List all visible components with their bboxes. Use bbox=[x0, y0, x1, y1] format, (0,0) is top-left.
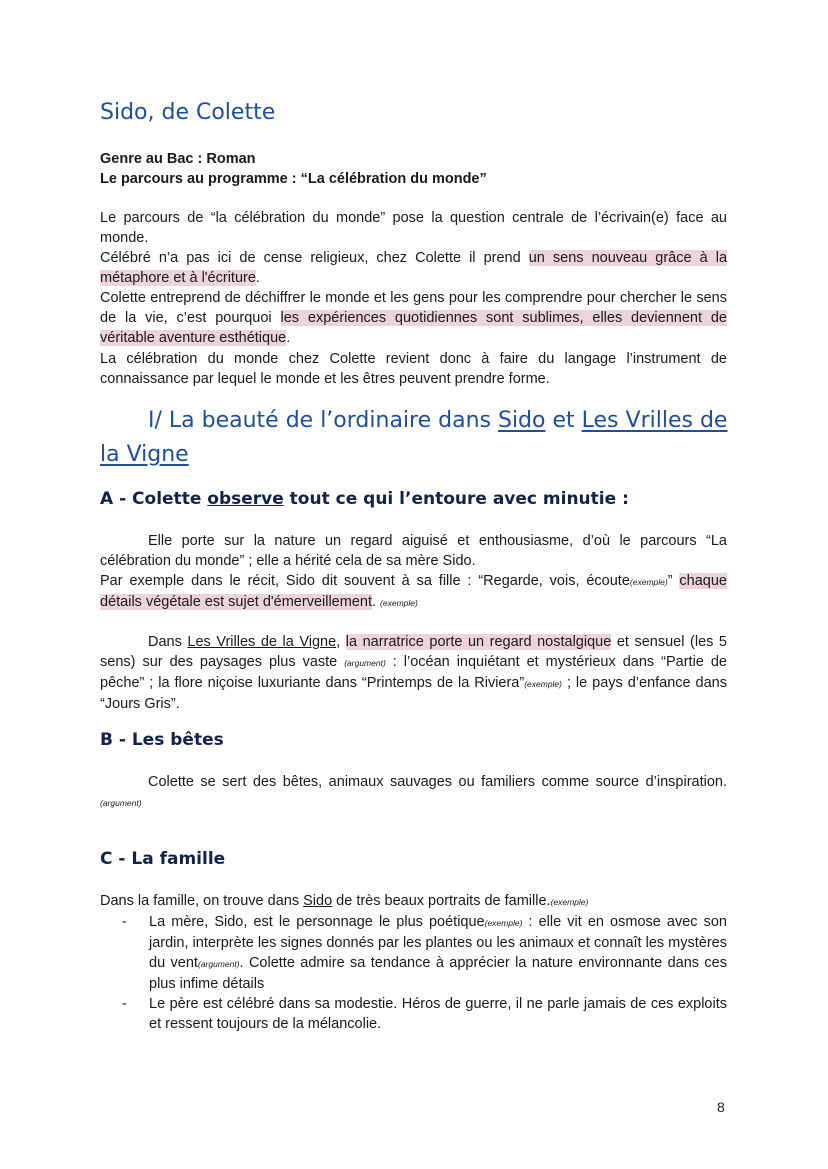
text-run: Elle porte sur la nature un regard aiguisé et enthousiasme, d’où le parcours “La célébration du monde” ; elle a hérité cela de sa mère Sido. bbox=[100, 533, 727, 569]
document-title: Sido, de Colette bbox=[100, 100, 276, 125]
sido-title-link: Sido bbox=[497, 408, 546, 433]
text-run: : l’océan inquiétant et mystérieux dans “Partie de pêche” ; la flore niçoise luxuriante dans “Printemps de la Riviera” bbox=[100, 654, 727, 691]
page-number: 8 bbox=[717, 1099, 725, 1115]
highlight: chaque détails végétale est sujet d'émerveillement bbox=[100, 573, 727, 610]
annotation-tag: (exemple) bbox=[550, 897, 589, 907]
annotation-tag: (argument) bbox=[197, 959, 240, 969]
text-run: de très beaux portraits de famille. bbox=[332, 893, 551, 909]
genre-line: Genre au Bac : Roman bbox=[100, 151, 256, 167]
text-run: . bbox=[371, 594, 381, 610]
text-run: ” bbox=[667, 573, 680, 589]
annotation-tag: (exemple) bbox=[484, 918, 523, 928]
annotation-tag: (exemple) bbox=[380, 598, 418, 608]
family-list bbox=[100, 912, 727, 1034]
parcours-line: Le parcours au programme : “La célébration du monde” bbox=[100, 171, 487, 187]
text-run: Dans la famille, on trouve dans bbox=[100, 893, 304, 909]
book-title: Sido bbox=[303, 893, 333, 909]
intro-paragraph-2 bbox=[100, 248, 727, 288]
text-run: : elle vit en osmose avec son jardin, interprète les signes donnés par les plantes ou les animaux et connaît les mystères du vent bbox=[149, 914, 727, 971]
section-c-intro bbox=[100, 891, 727, 912]
highlight: la narratrice porte un regard nostalgique bbox=[345, 634, 612, 650]
text-run: Par exemple dans le récit, Sido dit souvent à sa fille : “Regarde, vois, écoute bbox=[100, 573, 630, 589]
text-run: ; le pays d’enfance dans “Jours Gris”. bbox=[100, 675, 727, 712]
section-a-paragraph-1 bbox=[100, 531, 727, 571]
heading-text: tout ce qui l’entoure avec minutie : bbox=[283, 489, 629, 509]
section-a-paragraph-3 bbox=[100, 632, 727, 714]
text-run: Le père est célébré dans sa modestie. Héros de guerre, il ne parle jamais de ces exploits et ressent toujours de la mélancolie. bbox=[149, 996, 727, 1032]
intro-paragraph-3 bbox=[100, 288, 727, 348]
text-run: . Colette admire sa tendance à apprécier la nature environnante dans ces plus infime détails bbox=[149, 955, 727, 992]
annotation-tag: (argument) bbox=[344, 658, 386, 668]
text-run: et sensuel (les 5 sens) sur des paysages plus vaste bbox=[100, 634, 727, 670]
section-1-heading bbox=[100, 404, 740, 472]
bullet-dash: - bbox=[122, 996, 127, 1012]
text-run: , bbox=[336, 634, 346, 650]
heading-underlined: observe bbox=[207, 489, 284, 509]
highlight: un sens nouveau grâce à la métaphore et à l'écriture bbox=[100, 250, 728, 286]
annotation-tag: (exemple) bbox=[629, 577, 668, 587]
section-c-heading: C - La famille bbox=[100, 849, 226, 869]
document-meta bbox=[100, 149, 487, 189]
text-run: Célébré n’a pas ici de cense religieux, chez Colette il prend bbox=[100, 250, 529, 266]
text-run: . bbox=[286, 330, 291, 346]
intro-paragraph-1: Le parcours de “la célébration du monde” pose la question centrale de l’écrivain(e) face au monde. bbox=[100, 210, 727, 246]
section-b-paragraph bbox=[100, 772, 727, 813]
book-title: Les Vrilles de la Vigne bbox=[187, 634, 337, 650]
intro-paragraph-4: La célébration du monde chez Colette revient donc à faire du langage l’instrument de connaissance par lequel le monde et les êtres peuvent prendre forme. bbox=[100, 351, 727, 387]
heading-text: A - Colette bbox=[100, 489, 208, 509]
section-a-paragraph-2 bbox=[100, 571, 727, 613]
list-item-mother bbox=[100, 912, 727, 994]
highlight: les expériences quotidiennes sont sublimes, elles deviennent de véritable aventure esthétique bbox=[100, 310, 727, 346]
list-item-father bbox=[100, 994, 727, 1034]
annotation-tag: (argument) bbox=[100, 798, 142, 808]
text-run: . bbox=[255, 270, 260, 286]
bullet-dash: - bbox=[122, 914, 127, 930]
heading-text: I/ La beauté de l’ordinaire dans bbox=[148, 408, 498, 433]
text-run: Colette entreprend de déchiffrer le monde et les gens pour les comprendre pour chercher le sens de la vie, c’est pourquoi bbox=[100, 290, 727, 326]
heading-text: et bbox=[545, 408, 582, 433]
section-a-heading bbox=[100, 489, 629, 509]
text-run: Dans bbox=[148, 634, 188, 650]
annotation-tag: (exemple) bbox=[524, 679, 562, 689]
text-run: Colette se sert des bêtes, animaux sauvages ou familiers comme source d’inspiration. bbox=[148, 774, 727, 790]
section-b-heading: B - Les bêtes bbox=[100, 730, 224, 750]
text-run: La mère, Sido, est le personnage le plus poétique bbox=[149, 914, 485, 930]
vrilles-title-link: Les Vrilles de la Vigne bbox=[100, 408, 728, 467]
